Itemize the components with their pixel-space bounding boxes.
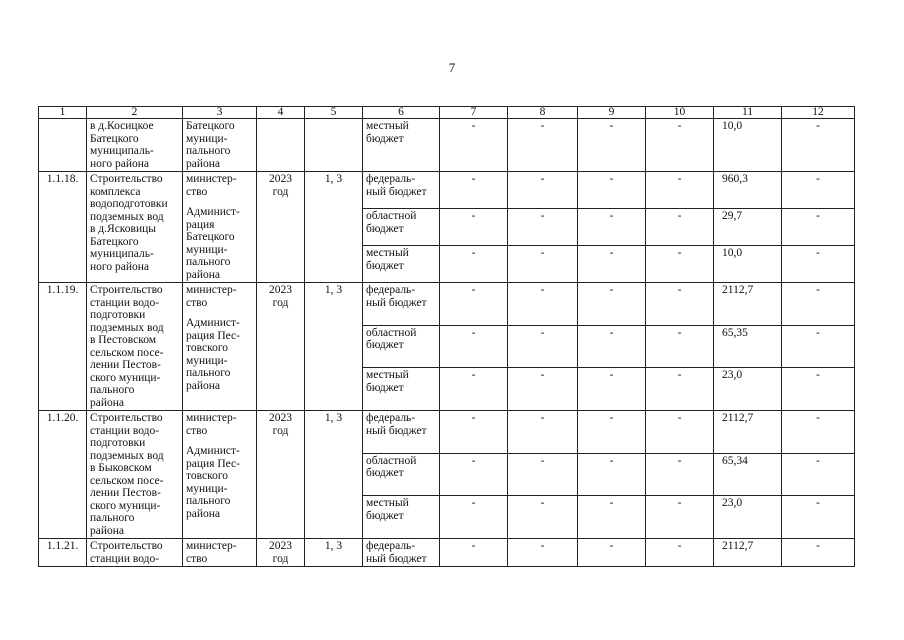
value-cell: - <box>646 325 714 368</box>
value-cell: - <box>508 496 578 539</box>
amount-cell: 2112,7 <box>714 283 782 326</box>
funding-source-line: бюджет <box>366 509 404 522</box>
value-cell: - <box>508 368 578 411</box>
executor <box>183 119 257 172</box>
amount-cell: 65,35 <box>714 325 782 368</box>
funding-source <box>363 411 440 454</box>
item-name-line: сельском посе- <box>90 474 164 487</box>
funding-source-line: федераль- <box>366 284 416 296</box>
value-cell: - <box>646 209 714 246</box>
executor-line: министер- <box>186 412 237 424</box>
item-name-line: Батецкого <box>90 235 139 248</box>
value-cell: - <box>440 453 508 496</box>
executor-line: пального <box>186 145 231 157</box>
year-line: год <box>272 552 289 565</box>
goal-cell: 1, 3 <box>305 172 363 283</box>
column-header: 2 <box>87 107 183 119</box>
funding-source <box>363 325 440 368</box>
funding-source <box>363 209 440 246</box>
value-cell: - <box>646 246 714 283</box>
item-number: 1.1.18. <box>39 172 87 283</box>
executor-line: пального <box>186 256 231 268</box>
executor-line: Админист- <box>186 445 240 457</box>
executor-line: рация Пес- <box>186 457 240 470</box>
table-row <box>39 411 855 454</box>
year-line: 2023 <box>269 284 292 296</box>
spacer <box>186 437 253 445</box>
executor-line: Батецкого <box>186 120 235 132</box>
page-number: 7 <box>448 60 456 75</box>
amount-cell: 960,3 <box>714 172 782 209</box>
item-name-line: ского муници- <box>90 371 161 384</box>
item-name-line: подземных вод <box>90 321 164 334</box>
amount-cell: 29,7 <box>714 209 782 246</box>
funding-source-line: ный бюджет <box>366 185 427 198</box>
value-cell: - <box>782 209 855 246</box>
value-cell: - <box>782 283 855 326</box>
value-cell: - <box>578 368 646 411</box>
column-header: 1 <box>39 107 87 119</box>
value-cell: - <box>578 283 646 326</box>
executor-line: муници- <box>186 354 228 367</box>
value-cell: - <box>782 246 855 283</box>
funding-source <box>363 246 440 283</box>
value-cell: - <box>508 119 578 172</box>
item-name-line: лении Пестов- <box>90 487 161 499</box>
value-cell: - <box>440 496 508 539</box>
item-name-line: станции водо- <box>90 296 160 309</box>
executor-line: Батецкого <box>186 231 235 243</box>
table-row <box>39 172 855 209</box>
value-cell: - <box>508 453 578 496</box>
column-header: 5 <box>305 107 363 119</box>
funding-source <box>363 283 440 326</box>
goal-cell: 1, 3 <box>305 539 363 567</box>
executor-line: района <box>186 379 221 392</box>
item-name-line: подземных вод <box>90 449 164 462</box>
item-name-line: пального <box>90 384 135 396</box>
item-name-line: в Быковском <box>90 462 152 474</box>
executor-line: товского <box>186 342 229 354</box>
spacer <box>186 198 253 206</box>
year-line: год <box>272 185 289 198</box>
executor-line: министер- <box>186 173 237 185</box>
year-line: год <box>272 424 289 437</box>
value-cell: - <box>646 119 714 172</box>
item-name <box>87 172 183 283</box>
value-cell: - <box>782 172 855 209</box>
item-name-line: пального <box>90 512 135 524</box>
item-number: 1.1.19. <box>39 283 87 411</box>
funding-source-line: бюджет <box>366 222 404 235</box>
item-name-line: подготовки <box>90 309 146 321</box>
value-cell: - <box>508 539 578 567</box>
item-name-line: лении Пестов- <box>90 359 161 371</box>
funding-source-line: областной <box>366 210 417 222</box>
funding-source-line: федераль- <box>366 540 416 552</box>
amount-cell: 2112,7 <box>714 539 782 567</box>
value-cell: - <box>782 453 855 496</box>
executor-line: пального <box>186 495 231 507</box>
year-line: год <box>272 296 289 309</box>
item-name-line: Строительство <box>90 412 163 424</box>
value-cell: - <box>578 496 646 539</box>
funding-source-line: местный <box>366 120 409 132</box>
funding-source-line: областной <box>366 454 417 467</box>
table-row <box>39 119 855 172</box>
amount-cell: 23,0 <box>714 496 782 539</box>
funding-source <box>363 119 440 172</box>
executor-line: министер- <box>186 540 237 552</box>
item-name-line: Батецкого <box>90 132 139 145</box>
year-cell <box>257 283 305 411</box>
funding-source <box>363 496 440 539</box>
item-name-line: ного района <box>90 260 149 273</box>
value-cell: - <box>508 172 578 209</box>
value-cell: - <box>646 283 714 326</box>
year-cell <box>257 411 305 539</box>
goal-cell: 1, 3 <box>305 283 363 411</box>
table-body <box>39 107 855 567</box>
funding-source <box>363 453 440 496</box>
item-name-line: подготовки <box>90 437 146 449</box>
value-cell: - <box>578 411 646 454</box>
amount-cell: 23,0 <box>714 368 782 411</box>
funding-source-line: бюджет <box>366 467 404 480</box>
value-cell: - <box>440 411 508 454</box>
table-row <box>39 539 855 567</box>
funding-source-line: бюджет <box>366 259 404 272</box>
year-line: 2023 <box>269 540 292 552</box>
funding-source-line: областной <box>366 326 417 339</box>
item-name <box>87 119 183 172</box>
funding-source <box>363 368 440 411</box>
executor-line: министер- <box>186 284 237 296</box>
item-name-line: в д.Косицкое <box>90 120 154 132</box>
year-line: 2023 <box>269 173 292 185</box>
executor-line: рация <box>186 218 215 231</box>
executor-line: пального <box>186 367 231 379</box>
executor-line: ство <box>186 552 208 565</box>
item-name-line: в Пестовском <box>90 334 157 346</box>
executor-line: ство <box>186 424 208 437</box>
funding-source-line: местный <box>366 497 409 510</box>
value-cell: - <box>578 172 646 209</box>
value-cell: - <box>782 539 855 567</box>
value-cell: - <box>440 325 508 368</box>
value-cell: - <box>508 283 578 326</box>
executor-line: ство <box>186 296 208 309</box>
executor <box>183 172 257 283</box>
year-cell <box>257 172 305 283</box>
item-name-line: района <box>90 524 125 537</box>
funding-source-line: федераль- <box>366 173 416 185</box>
value-cell: - <box>578 325 646 368</box>
year-cell <box>257 539 305 567</box>
value-cell: - <box>440 246 508 283</box>
value-cell: - <box>782 119 855 172</box>
column-header: 10 <box>646 107 714 119</box>
budget-table <box>38 106 855 567</box>
executor <box>183 539 257 567</box>
value-cell: - <box>646 453 714 496</box>
value-cell: - <box>508 411 578 454</box>
funding-source-line: бюджет <box>366 381 404 394</box>
value-cell: - <box>440 283 508 326</box>
value-cell: - <box>508 325 578 368</box>
value-cell: - <box>578 209 646 246</box>
item-name-line: ного района <box>90 157 149 170</box>
value-cell: - <box>578 539 646 567</box>
funding-source-line: ный бюджет <box>366 296 427 309</box>
column-header: 11 <box>714 107 782 119</box>
value-cell: - <box>782 411 855 454</box>
executor <box>183 411 257 539</box>
column-header: 6 <box>363 107 440 119</box>
funding-source-line: бюджет <box>366 339 404 352</box>
funding-source-line: бюджет <box>366 132 404 145</box>
funding-source <box>363 539 440 567</box>
executor <box>183 283 257 411</box>
goal-cell: 1, 3 <box>305 411 363 539</box>
amount-cell: 65,34 <box>714 453 782 496</box>
executor-line: района <box>186 507 221 520</box>
executor-line: муници- <box>186 243 228 256</box>
item-name-line: муниципаль- <box>90 145 154 157</box>
executor-line: ство <box>186 185 208 198</box>
executor-line: района <box>186 268 221 281</box>
item-number: 1.1.21. <box>39 539 87 567</box>
value-cell: - <box>646 172 714 209</box>
executor-line: Админист- <box>186 206 240 218</box>
item-name-line: муниципаль- <box>90 248 154 260</box>
value-cell: - <box>440 209 508 246</box>
value-cell: - <box>646 368 714 411</box>
column-header: 4 <box>257 107 305 119</box>
value-cell: - <box>646 539 714 567</box>
amount-cell: 10,0 <box>714 119 782 172</box>
item-name-line: комплекса <box>90 185 141 198</box>
item-number: 1.1.20. <box>39 411 87 539</box>
spacer <box>186 309 253 317</box>
item-name <box>87 539 183 567</box>
value-cell: - <box>782 496 855 539</box>
value-cell: - <box>440 172 508 209</box>
funding-source <box>363 172 440 209</box>
column-header: 8 <box>508 107 578 119</box>
item-name-line: станции водо- <box>90 424 160 437</box>
value-cell: - <box>782 325 855 368</box>
executor-line: муници- <box>186 482 228 495</box>
value-cell: - <box>578 119 646 172</box>
value-cell: - <box>782 368 855 411</box>
item-name-line: водоподготовки <box>90 198 168 210</box>
header-row <box>39 107 855 119</box>
column-header: 9 <box>578 107 646 119</box>
funding-source-line: федераль- <box>366 412 416 424</box>
table-row <box>39 283 855 326</box>
item-name-line: района <box>90 396 125 409</box>
item-name <box>87 283 183 411</box>
executor-line: Админист- <box>186 317 240 329</box>
item-name-line: подземных вод <box>90 210 164 223</box>
item-name-line: Строительство <box>90 173 163 185</box>
value-cell: - <box>646 411 714 454</box>
goal-cell <box>305 119 363 172</box>
amount-cell: 2112,7 <box>714 411 782 454</box>
item-number-cell <box>39 119 87 172</box>
value-cell: - <box>508 209 578 246</box>
item-name-line: Строительство <box>90 284 163 296</box>
year-line: 2023 <box>269 412 292 424</box>
executor-line: района <box>186 157 221 170</box>
value-cell: - <box>440 119 508 172</box>
column-header: 7 <box>440 107 508 119</box>
executor-line: муници- <box>186 132 228 145</box>
item-name-line: сельском посе- <box>90 346 164 359</box>
item-name-line: ского муници- <box>90 499 161 512</box>
item-name <box>87 411 183 539</box>
value-cell: - <box>578 246 646 283</box>
column-header: 3 <box>183 107 257 119</box>
funding-source-line: местный <box>366 369 409 382</box>
value-cell: - <box>578 453 646 496</box>
funding-source-line: местный <box>366 247 409 259</box>
funding-source-line: ный бюджет <box>366 552 427 565</box>
funding-source-line: ный бюджет <box>366 424 427 437</box>
year-cell <box>257 119 305 172</box>
amount-cell: 10,0 <box>714 246 782 283</box>
item-name-line: в д.Ясковицы <box>90 223 157 235</box>
executor-line: рация Пес- <box>186 329 240 342</box>
value-cell: - <box>508 246 578 283</box>
item-name-line: станции водо- <box>90 552 160 565</box>
executor-line: товского <box>186 470 229 482</box>
value-cell: - <box>440 539 508 567</box>
value-cell: - <box>440 368 508 411</box>
column-header: 12 <box>782 107 855 119</box>
value-cell: - <box>646 496 714 539</box>
item-name-line: Строительство <box>90 540 163 552</box>
